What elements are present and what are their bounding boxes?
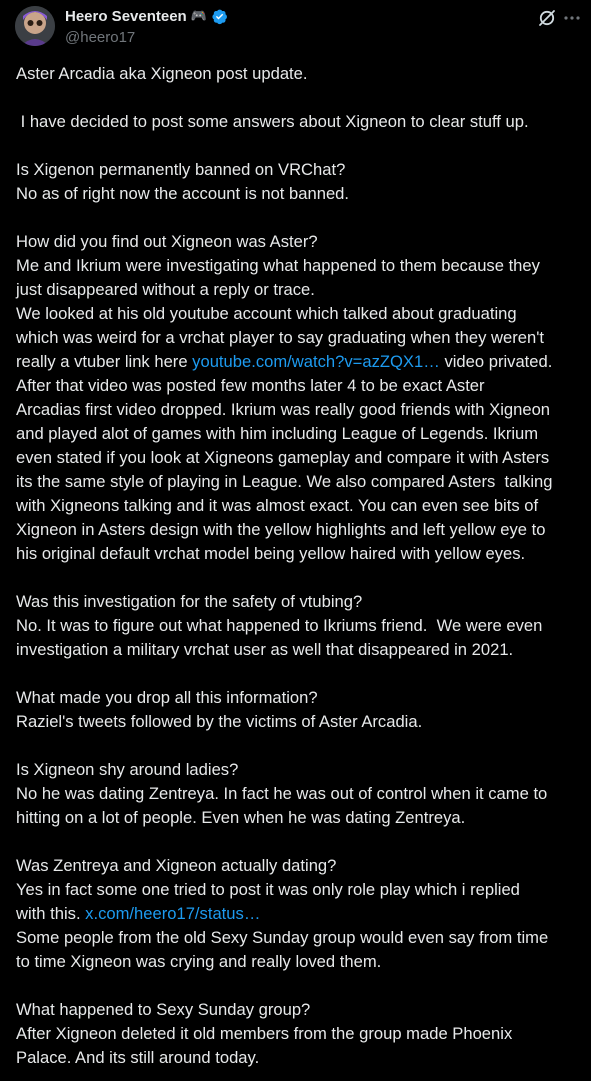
post-paragraph [16, 758, 581, 830]
answer-line: Me and Ikrium were investigating what happened to them because they [16, 256, 540, 275]
post-paragraph [16, 998, 581, 1070]
post-paragraph [16, 158, 581, 206]
answer-line [16, 902, 581, 926]
status-link[interactable]: x.com/heero17/status… [85, 904, 261, 923]
answer-line: just disappeared without a reply or trace. [16, 280, 315, 299]
post-paragraph [16, 62, 581, 86]
answer-text: really a vtuber link here [16, 352, 193, 371]
answer-line: which was weird for a vrchat player to say graduating when they weren't [16, 328, 544, 347]
answer-line: No as of right now the account is not banned. [16, 184, 350, 203]
answer-line: No. It was to figure out what happened to Ikriums friend. We were even [16, 616, 543, 635]
post-paragraph [16, 686, 581, 734]
answer-line: to time Xigneon was crying and really loved them. [16, 952, 382, 971]
author-display-name[interactable]: Heero Seventeen [65, 7, 187, 25]
answer-line: Raziel's tweets followed by the victims of Aster Arcadia. [16, 712, 423, 731]
answer-line: even stated if you look at Xigneons gameplay and compare it with Asters [16, 448, 550, 467]
question-line: Is Xigenon permanently banned on VRChat? [16, 160, 346, 179]
post-paragraph [16, 230, 581, 566]
youtube-link[interactable]: youtube.com/watch?v=azZQX1… [192, 352, 440, 371]
question-line: What made you drop all this information? [16, 688, 318, 707]
post-line: I have decided to post some answers about Xigneon to clear stuff up. [16, 112, 529, 131]
answer-line: We looked at his old youtube account which talked about graduating [16, 304, 517, 323]
post-line: Aster Arcadia aka Xigneon post update. [16, 64, 308, 83]
answer-line: and played alot of games with him including League of Legends. Ikrium [16, 424, 539, 443]
answer-line: its the same style of playing in League. We also compared Asters talking [16, 472, 553, 491]
author-handle[interactable]: @heero17 [65, 29, 136, 46]
gamepad-icon: 🎮 [190, 8, 207, 23]
grok-icon[interactable] [537, 8, 557, 28]
post-header [0, 0, 591, 60]
post-paragraph [16, 854, 581, 974]
question-line: Was this investigation for the safety of vtubing? [16, 592, 363, 611]
author-name-row [65, 6, 228, 26]
answer-line: Some people from the old Sexy Sunday group would even say from time [16, 928, 549, 947]
answer-text: video privated. [439, 352, 553, 371]
post-paragraph [16, 590, 581, 662]
verified-badge-icon [211, 8, 228, 25]
question-line: How did you find out Xigneon was Aster? [16, 232, 318, 251]
post-paragraph [16, 110, 581, 134]
answer-line: After that video was posted few months later 4 to be exact Aster [16, 376, 485, 395]
question-line: What happened to Sexy Sunday group? [16, 1000, 311, 1019]
question-line: Is Xigneon shy around ladies? [16, 760, 239, 779]
answer-line: No he was dating Zentreya. In fact he was out of control when it came to [16, 784, 548, 803]
answer-line: investigation a military vrchat user as well that disappeared in 2021. [16, 640, 514, 659]
answer-line [16, 350, 581, 374]
question-line: Was Zentreya and Xigneon actually dating? [16, 856, 337, 875]
more-options-icon[interactable] [563, 8, 581, 28]
post-body [16, 62, 581, 1070]
answer-line: his original default vrchat model being yellow haired with yellow eyes. [16, 544, 526, 563]
answer-line: Yes in fact some one tried to post it was only role play which i replied [16, 880, 520, 899]
answer-text: with this. [16, 904, 86, 923]
answer-line: hitting on a lot of people. Even when he was dating Zentreya. [16, 808, 466, 827]
answer-line: After Xigneon deleted it old members from the group made Phoenix [16, 1024, 513, 1043]
answer-line: Palace. And its still around today. [16, 1048, 260, 1067]
avatar[interactable] [15, 6, 55, 46]
answer-line: Xigneon in Asters design with the yellow highlights and left yellow eye to [16, 520, 546, 539]
answer-line: Arcadias first video dropped. Ikrium was really good friends with Xigneon [16, 400, 551, 419]
answer-line: with Xigneons talking and it was almost exact. You can even see bits of [16, 496, 539, 515]
